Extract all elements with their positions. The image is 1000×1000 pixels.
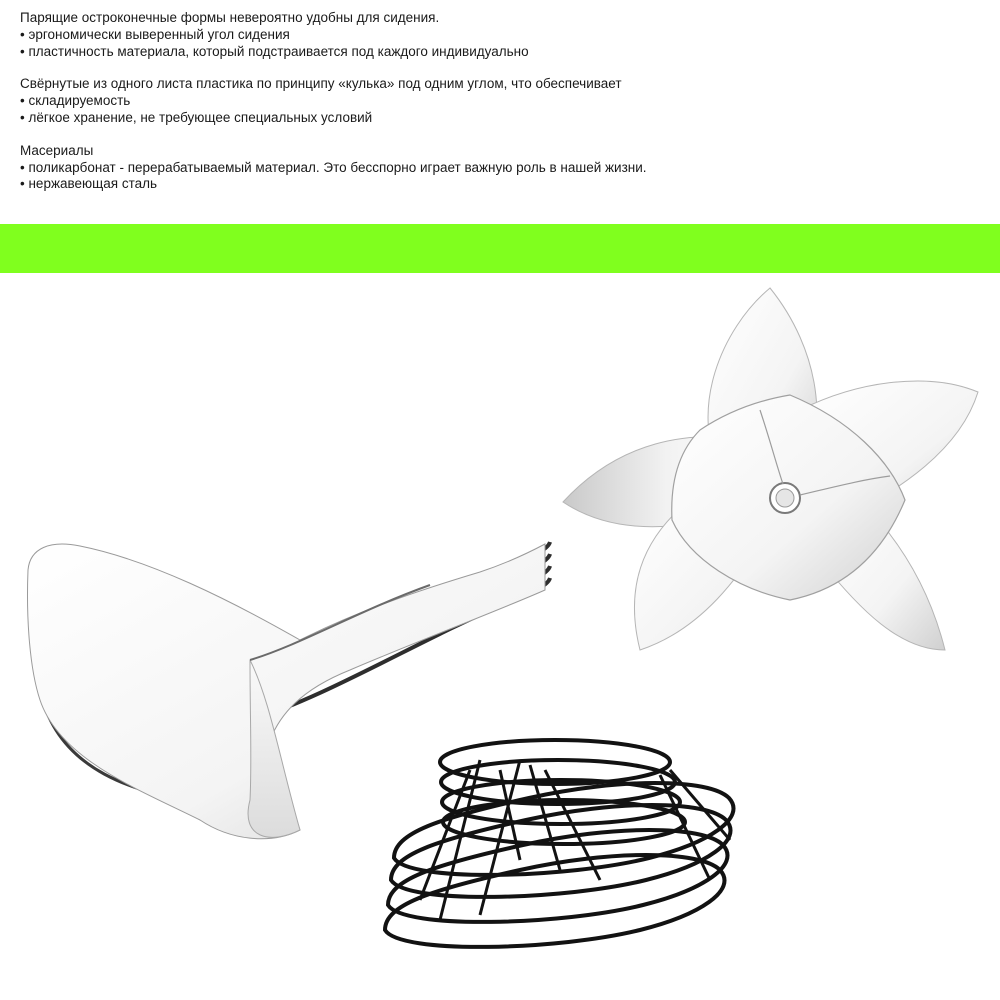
bullet-item: • лёгкое хранение, не требующее специальных условий xyxy=(20,109,373,125)
chair-top-view-render xyxy=(563,288,978,650)
center-hole-inner xyxy=(776,489,794,507)
bullet-item: • нержавеющая сталь xyxy=(20,176,158,192)
bullet-item: • поликарбонат - перерабатываемый материал. Это бесспорно играет важную роль в нашей жизни. xyxy=(20,159,647,175)
wire-frame-render xyxy=(385,740,733,947)
bullet-item: • пластичность материала, который подстраивается под каждого индивидуально xyxy=(20,43,529,59)
section-heading: Свёрнутые из одного листа пластика по принципу «кулька» под одним углом, что обеспечивает xyxy=(20,76,622,92)
bullet-item: • эргономически выверенный угол сидения xyxy=(20,26,290,42)
section-heading: Масериалы xyxy=(20,142,94,158)
section-heading: Парящие остроконечные формы невероятно удобны для сидения. xyxy=(20,10,440,25)
bullet-item: • складируемость xyxy=(20,93,131,109)
